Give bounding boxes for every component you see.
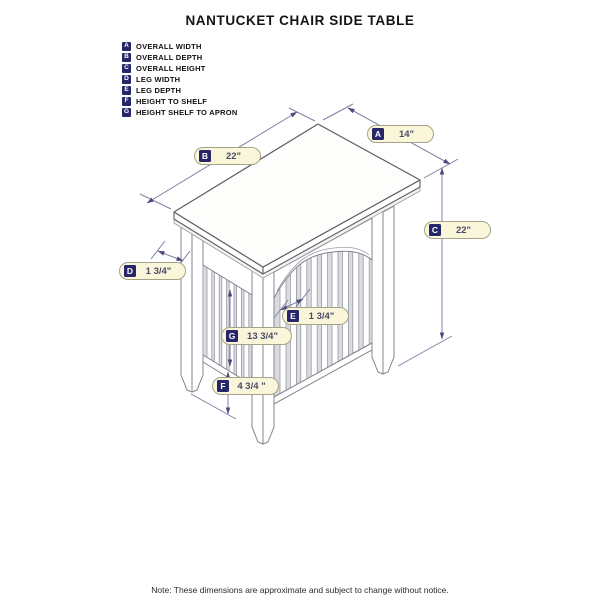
dim-value-e: 1 3/4" — [308, 310, 335, 322]
left-leg — [181, 224, 203, 392]
dim-letter-badge-e: E — [287, 310, 299, 322]
dim-label-c — [424, 221, 491, 239]
dim-d-tick-left — [151, 241, 165, 259]
legend-letter-badge: G — [123, 108, 130, 116]
dim-c-ext-bottom — [398, 336, 452, 366]
legend-letter-badge: C — [122, 64, 131, 73]
dim-value-g: 13 3/4" — [247, 330, 278, 342]
dim-label-a — [367, 125, 434, 143]
legend-label: HEIGHT TO SHELF — [136, 97, 208, 106]
dim-value-f: 4 3/4 " — [237, 380, 266, 392]
dim-letter-badge-g: G — [226, 330, 238, 342]
slat — [353, 250, 359, 353]
right-leg — [372, 206, 394, 374]
slat — [214, 272, 219, 365]
slat — [290, 264, 296, 388]
dim-letter-badge-c: C — [429, 224, 441, 236]
legend-label: LEG WIDTH — [136, 75, 181, 84]
front-leg — [252, 270, 274, 444]
legend-letter-badge: D — [122, 75, 131, 84]
legend-letter-badge: A — [122, 42, 131, 51]
slat — [207, 267, 212, 360]
dim-a-ext-left — [323, 104, 353, 120]
dim-value-c: 22" — [455, 224, 472, 236]
dim-value-b: 22" — [225, 150, 242, 162]
dim-label-e — [282, 307, 349, 325]
dim-label-b — [194, 147, 261, 165]
dim-f-ext-ground — [191, 394, 236, 419]
dim-letter-badge-a: A — [372, 128, 384, 140]
dim-label-f — [212, 377, 279, 395]
slat — [222, 277, 227, 370]
page-title: NANTUCKET CHAIR SIDE TABLE — [185, 13, 415, 28]
dim-letter-badge-b: B — [199, 150, 211, 162]
dim-value-a: 14" — [398, 128, 415, 140]
legend-label: LEG DEPTH — [136, 86, 182, 95]
legend-label: OVERALL HEIGHT — [136, 64, 206, 73]
legend-label: HEIGHT SHELF TO APRON — [136, 108, 238, 117]
legend-label: OVERALL DEPTH — [136, 53, 203, 62]
dim-b-ext-left — [140, 194, 171, 209]
dim-d-arrow — [158, 251, 183, 261]
slat — [342, 250, 348, 359]
dim-label-g — [221, 327, 292, 345]
dim-value-d: 1 3/4" — [145, 265, 172, 277]
dim-label-d — [119, 262, 186, 280]
dim-a-ext-right — [424, 159, 458, 178]
legend-letter-badge: F — [122, 97, 131, 106]
legend-label: OVERALL WIDTH — [136, 42, 202, 51]
dim-letter-badge-f: F — [217, 380, 229, 392]
disclaimer-note: Note: These dimensions are approximate and subject to change without notice. — [151, 585, 449, 595]
slat — [363, 253, 369, 348]
legend-letter-badge: E — [122, 86, 131, 95]
dim-letter-badge-d: D — [124, 265, 136, 277]
legend-letter-badge: B — [122, 53, 131, 62]
